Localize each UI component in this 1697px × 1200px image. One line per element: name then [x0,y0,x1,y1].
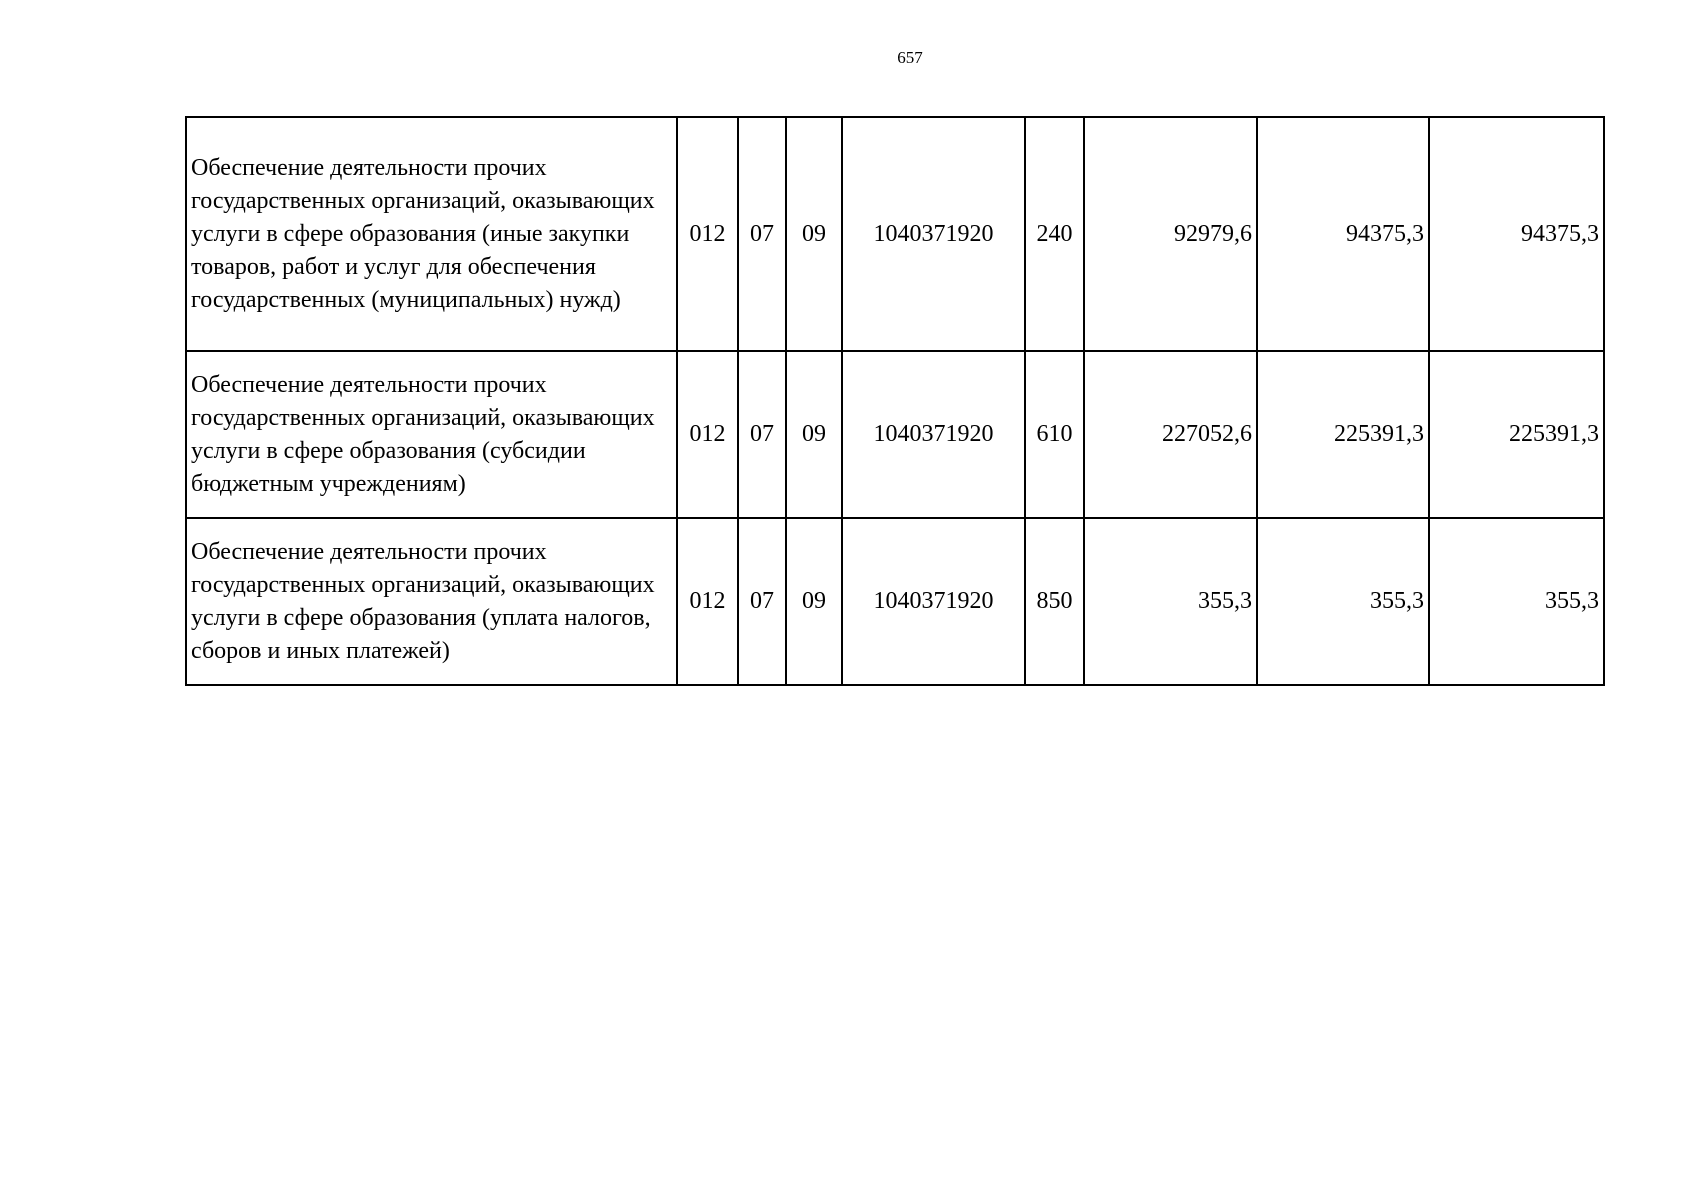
row-description: Обеспечение деятельности прочих государственных организаций, оказывающих услуги в сфере образования (уплата налогов, сборов и иных платежей) [186,518,677,685]
subsection-code: 09 [786,518,842,685]
section-code: 07 [738,351,786,518]
budget-table [185,116,1605,686]
amount-3: 355,3 [1429,518,1604,685]
amount-1: 355,3 [1084,518,1257,685]
target-article-code: 1040371920 [842,518,1025,685]
section-code: 07 [738,518,786,685]
amount-2: 94375,3 [1257,117,1429,351]
table-row [186,518,1604,685]
ministry-code: 012 [677,351,738,518]
row-description: Обеспечение деятельности прочих государственных организаций, оказывающих услуги в сфере образования (субсидии бюджетным учреждениям) [186,351,677,518]
amount-3: 94375,3 [1429,117,1604,351]
ministry-code: 012 [677,518,738,685]
section-code: 07 [738,117,786,351]
table-row [186,117,1604,351]
amount-1: 227052,6 [1084,351,1257,518]
amount-1: 92979,6 [1084,117,1257,351]
target-article-code: 1040371920 [842,351,1025,518]
amount-2: 355,3 [1257,518,1429,685]
target-article-code: 1040371920 [842,117,1025,351]
expense-type-code: 240 [1025,117,1084,351]
subsection-code: 09 [786,117,842,351]
expense-type-code: 610 [1025,351,1084,518]
expense-type-code: 850 [1025,518,1084,685]
ministry-code: 012 [677,117,738,351]
page-number: 657 [897,48,923,67]
subsection-code: 09 [786,351,842,518]
table-row [186,351,1604,518]
amount-2: 225391,3 [1257,351,1429,518]
amount-3: 225391,3 [1429,351,1604,518]
row-description: Обеспечение деятельности прочих государственных организаций, оказывающих услуги в сфере образования (иные закупки товаров, работ и услуг для обеспечения государственных (муниципальных) нужд) [186,117,677,351]
